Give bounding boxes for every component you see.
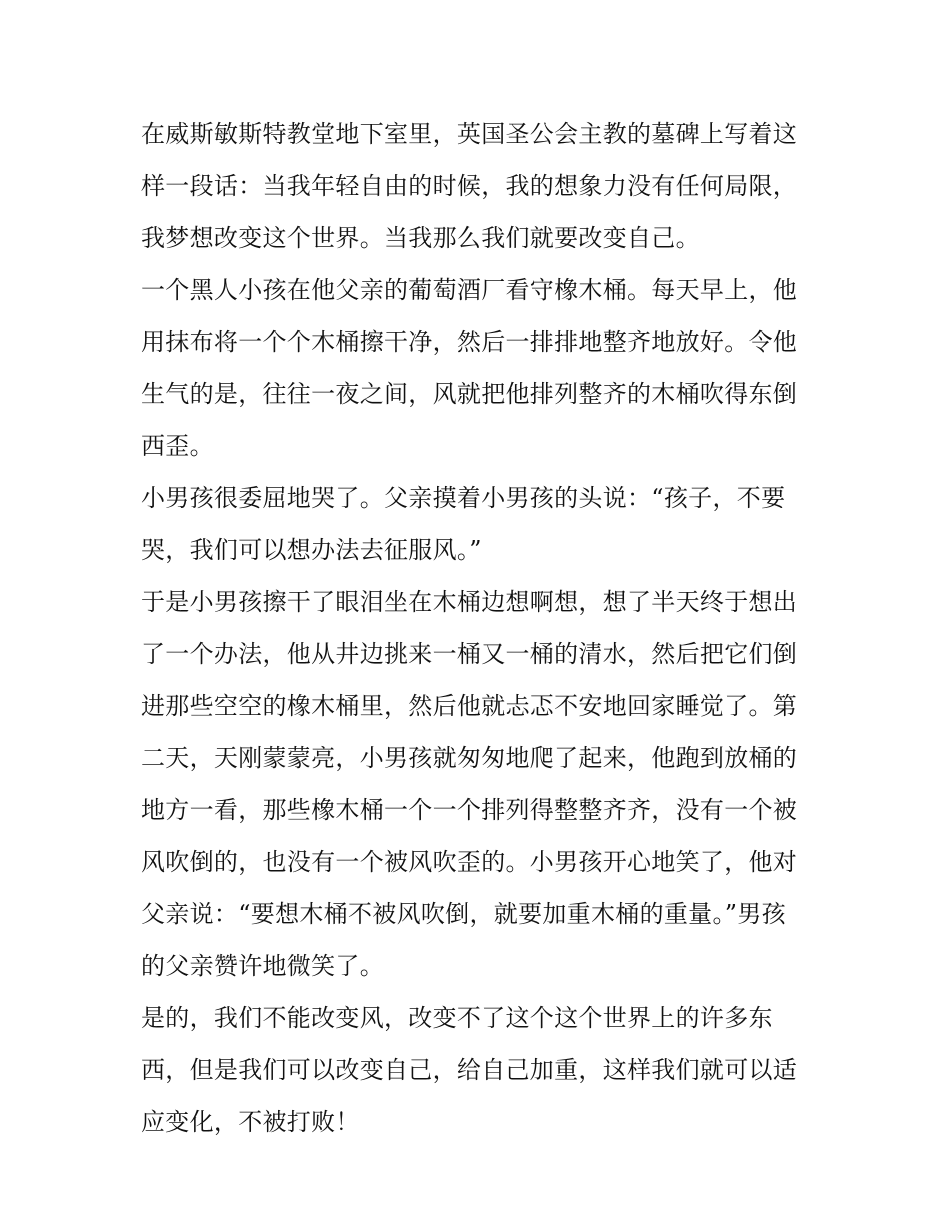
text-line: 应变化，不被打败！ [141, 1108, 360, 1136]
text-line: 用抹布将一个个木桶擦干净，然后一排排地整齐地放好。令他 [141, 328, 798, 356]
document-body [141, 108, 816, 1148]
text-line: 西歪。 [141, 432, 214, 460]
text-line: 的父亲赞许地微笑了。 [141, 952, 384, 980]
text-line: 我梦想改变这个世界。当我那么我们就要改变自己。 [141, 224, 700, 252]
text-line: 哭，我们可以想办法去征服风。” [141, 536, 482, 564]
text-line: 生气的是，往往一夜之间，风就把他排列整齐的木桶吹得东倒 [141, 380, 798, 408]
text-line: 西，但是我们可以改变自己，给自己加重，这样我们就可以适 [141, 1056, 798, 1084]
text-line: 于是小男孩擦干了眼泪坐在木桶边想啊想，想了半天终于想出 [141, 588, 798, 616]
text-line: 父亲说：“要想木桶不被风吹倒，就要加重木桶的重量。”男孩 [141, 900, 786, 928]
text-line: 是的，我们不能改变风，改变不了这个这个世界上的许多东 [141, 1004, 773, 1032]
text-line: 风吹倒的，也没有一个被风吹歪的。小男孩开心地笑了，他对 [141, 848, 798, 876]
text-line: 了一个办法，他从井边挑来一桶又一桶的清水，然后把它们倒 [141, 640, 798, 668]
text-line: 在威斯敏斯特教堂地下室里，英国圣公会主教的墓碑上写着这 [141, 120, 798, 148]
text-line: 一个黑人小孩在他父亲的葡萄酒厂看守橡木桶。每天早上，他 [141, 276, 798, 304]
text-line: 二天，天刚蒙蒙亮，小男孩就匆匆地爬了起来，他跑到放桶的 [141, 744, 798, 772]
text-line: 进那些空空的橡木桶里，然后他就忐忑不安地回家睡觉了。第 [141, 692, 798, 720]
text-line: 地方一看，那些橡木桶一个一个排列得整整齐齐，没有一个被 [141, 796, 798, 824]
text-line: 小男孩很委屈地哭了。父亲摸着小男孩的头说：“孩子，不要 [141, 484, 786, 512]
text-line: 样一段话：当我年轻自由的时候，我的想象力没有任何局限， [141, 172, 798, 200]
